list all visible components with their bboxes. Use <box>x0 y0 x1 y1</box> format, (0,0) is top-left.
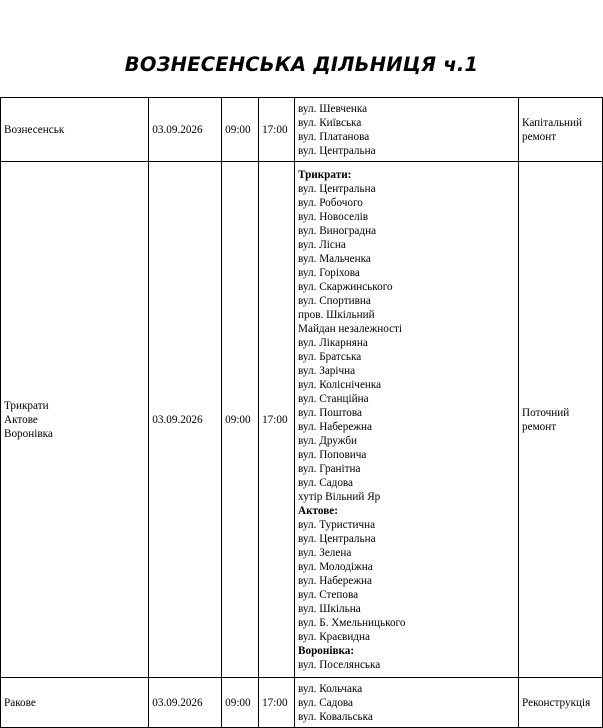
settlement-cell <box>1 162 149 678</box>
street-item: вул. Поштова <box>298 406 362 419</box>
work-type-cell <box>519 678 603 728</box>
street-item: Майдан незалежності <box>298 322 403 335</box>
settlement-name: Актове <box>4 413 38 426</box>
settlement-header: Актове: <box>298 504 338 517</box>
street-item: вул. Шевченка <box>298 102 368 115</box>
street-item: вул. Виноградна <box>298 224 377 237</box>
street-item: вул. Ковальська <box>298 710 373 723</box>
street-item: вул. Станційна <box>298 392 369 405</box>
street-item: вул. Зарічна <box>298 364 356 377</box>
street-item: вул. Центральна <box>298 532 376 545</box>
table-row <box>1 162 603 678</box>
street-item: вул. Горіхова <box>298 266 360 279</box>
street-item: вул. Садова <box>298 476 354 489</box>
settlement-header: Воронівка: <box>298 644 355 657</box>
street-item: вул. Колісніченка <box>298 378 382 391</box>
work-type-cell <box>519 98 603 162</box>
street-item: вул. Братська <box>298 350 362 363</box>
date-cell: 03.09.2026 <box>149 678 222 728</box>
street-item: хутір Вільний Яр <box>298 490 381 503</box>
streets-cell <box>295 162 519 678</box>
work-type-text: ремонт <box>522 130 557 143</box>
street-item: вул. Спортивна <box>298 294 371 307</box>
street-item: вул. Молодіжна <box>298 560 373 573</box>
street-item: вул. Набережна <box>298 420 373 433</box>
street-item: вул. Б. Хмельницького <box>298 616 406 629</box>
settlement-name: Воронівка <box>4 427 53 440</box>
date-cell: 03.09.2026 <box>149 162 222 678</box>
settlement-cell <box>1 98 149 162</box>
streets-cell <box>295 678 519 728</box>
street-item: вул. Платанова <box>298 130 370 143</box>
settlement-name: Трикрати <box>4 399 49 412</box>
end-time-cell: 17:00 <box>259 162 295 678</box>
end-time-cell: 17:00 <box>259 678 295 728</box>
street-item: вул. Степова <box>298 588 359 601</box>
schedule-table <box>0 97 603 728</box>
street-item: вул. Лікарняна <box>298 336 368 349</box>
street-item: вул. Набережна <box>298 574 373 587</box>
settlement-name: Ракове <box>4 696 36 709</box>
work-type-cell <box>519 162 603 678</box>
street-item: вул. Центральна <box>298 144 376 157</box>
schedule-table-body <box>1 98 603 728</box>
start-time-cell: 09:00 <box>222 162 259 678</box>
street-item: вул. Київська <box>298 116 362 129</box>
street-item: вул. Новоселів <box>298 210 369 223</box>
street-item: вул. Кольчака <box>298 682 363 695</box>
settlement-name: Вознесенськ <box>4 123 65 136</box>
end-time-cell: 17:00 <box>259 98 295 162</box>
street-item: вул. Лісна <box>298 238 346 251</box>
work-type-text: Реконструкція <box>522 696 591 709</box>
street-item: вул. Краєвидна <box>298 630 370 643</box>
street-item: вул. Гранітна <box>298 462 361 475</box>
street-item: вул. Центральна <box>298 182 376 195</box>
streets-cell <box>295 98 519 162</box>
street-item: вул. Робочого <box>298 196 363 209</box>
street-item: вул. Мальченка <box>298 252 371 265</box>
work-type-text: ремонт <box>522 420 557 433</box>
street-item: вул. Шкільна <box>298 602 361 615</box>
street-item: вул. Туристична <box>298 518 376 531</box>
street-item: вул. Зелена <box>298 546 352 559</box>
work-type-text: Капітальний <box>522 116 583 129</box>
street-item: вул. Скаржинського <box>298 280 393 293</box>
page-title: ВОЗНЕСЕНСЬКА ДІЛЬНИЦЯ ч.1 <box>124 53 479 76</box>
street-item: вул. Поселянська <box>298 658 381 671</box>
settlement-header: Трикрати: <box>298 168 352 181</box>
work-type-text: Поточний <box>522 406 570 419</box>
street-item: вул. Дружби <box>298 434 357 447</box>
start-time-cell: 09:00 <box>222 98 259 162</box>
table-row <box>1 678 603 728</box>
date-cell: 03.09.2026 <box>149 98 222 162</box>
table-row <box>1 98 603 162</box>
street-item: вул. Садова <box>298 696 354 709</box>
street-item: вул. Поповича <box>298 448 367 461</box>
settlement-cell <box>1 678 149 728</box>
street-item: пров. Шкільний <box>298 308 375 321</box>
start-time-cell: 09:00 <box>222 678 259 728</box>
